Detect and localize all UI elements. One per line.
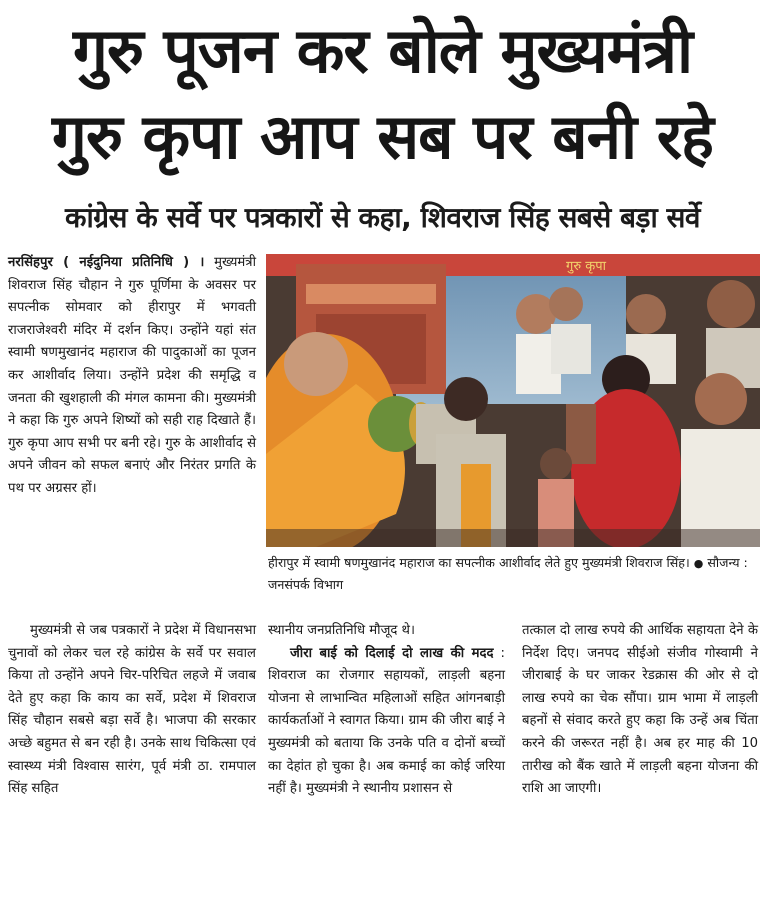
photo-banner-text: गुरु कृपा (566, 259, 606, 274)
paragraph-survey: मुख्यमंत्री से जब पत्रकारों ने प्रदेश में विधानसभा चुनावों को लेकर चल रहे कांग्रेस के सर्वे पर सवाल किया तो उन्होंने अपने चिर-परिचित लहजे में जवाब देते हुए कहा कि काय का सर्वे, प्रदेश में शिवराज सिंह चौहान सबसे बड़ा सर्वे है। भाजपा की सरकार अच्छे बहुमत से बन रही है। उनके साथ चिकित्सा एवं स्वास्थ्य मंत्री विश्वास सारंग, पूर्व मंत्री ठा. रामपाल सिंह सहित (8, 623, 256, 797)
news-photo (266, 254, 760, 547)
article-lead-column (8, 252, 256, 501)
dateline: नरसिंहपुर ( नईदुनिया प्रतिनिधि ) । (8, 255, 205, 270)
section-subhead: जीरा बाई को दिलाई दो लाख की मदद (290, 645, 494, 661)
article-column-1 (8, 620, 256, 801)
lead-paragraph: मुख्यमंत्री शिवराज सिंह चौहान ने गुरु पूर्णिमा के अवसर पर सपत्नीक सोमवार को हीरापुर में भगवती राजराजेश्वरी मंदिर में दर्शन किए। उन्होंने यहां संत स्वामी षणमुखानंद महाराज की पादुकाओं का पूजन कर आशीर्वाद लिया। उन्होंने प्रदेश की समृद्धि व जनता की खुशहाली की मंगल कामना की। मुख्यमंत्री ने कहा कि गुरु अपने शिष्यों को सही राह दिखाते हैं। गुरु कृपा आप सभी पर बनी रहे। गुरु के आशीर्वाद से अपने जीवन को सफल बनाएं और निरंतर प्रगति के पथ पर अग्रसर हों। (8, 255, 256, 496)
headline-line-1: गुरु पूजन कर बोले मुख्यमंत्री (72, 14, 693, 87)
camera-icon: ● (693, 557, 704, 570)
headline-line-2: गुरु कृपा आप सब पर बनी रहे (51, 100, 713, 173)
caption-main: हीरापुर में स्वामी षणमुखानंद महाराज का सपत्नीक आशीर्वाद लेते हुए मुख्यमंत्री शिवराज सिंह। (268, 555, 690, 570)
column-3-text: तत्काल दो लाख रुपये की आर्थिक सहायता देने के निर्देश दिए। जनपद सीईओ संजीव गोस्वामी ने जीराबाई के घर जाकर रेडक्रास की ओर से दो लाख रुपये का चेक सौंपा। ग्राम भामा में लाड़ली बहनों से संवाद करते हुए कहा कि उन्हें अब चिंता करने की जरूरत नहीं है। अब हर माह की 10 तारीख को बैंक खाते में लाड़ली बहना योजना की राशि आ जाएगी। (522, 623, 758, 797)
subheadline: कांग्रेस के सर्वे पर पत्रकारों से कहा, शिवराज सिंह सबसे बड़ा सर्वे (64, 201, 701, 234)
caption-credit: सौजन्य : जनसंपर्क विभाग (268, 555, 748, 592)
photo-illustration (266, 254, 760, 547)
photo-caption (268, 552, 758, 595)
column-2-continuation: स्थानीय जनप्रतिनिधि मौजूद थे। (268, 623, 415, 638)
article-column-3 (522, 620, 758, 801)
article-column-2 (268, 620, 505, 801)
section-body: : शिवराज का रोजगार सहायकों, लाड़ली बहना योजना से लाभान्वित महिलाओं सहित आंगनबाड़ी कार्यकर्ताओं ने स्वागत किया। ग्राम की जीरा बाई ने मुख्यमंत्री को बताया कि उनके पति व दोनों बच्चों का देहांत हो चुका है। अब कमाई का कोई जरिया नहीं है। मुख्यमंत्री ने स्थानीय प्रशासन से (268, 645, 505, 797)
